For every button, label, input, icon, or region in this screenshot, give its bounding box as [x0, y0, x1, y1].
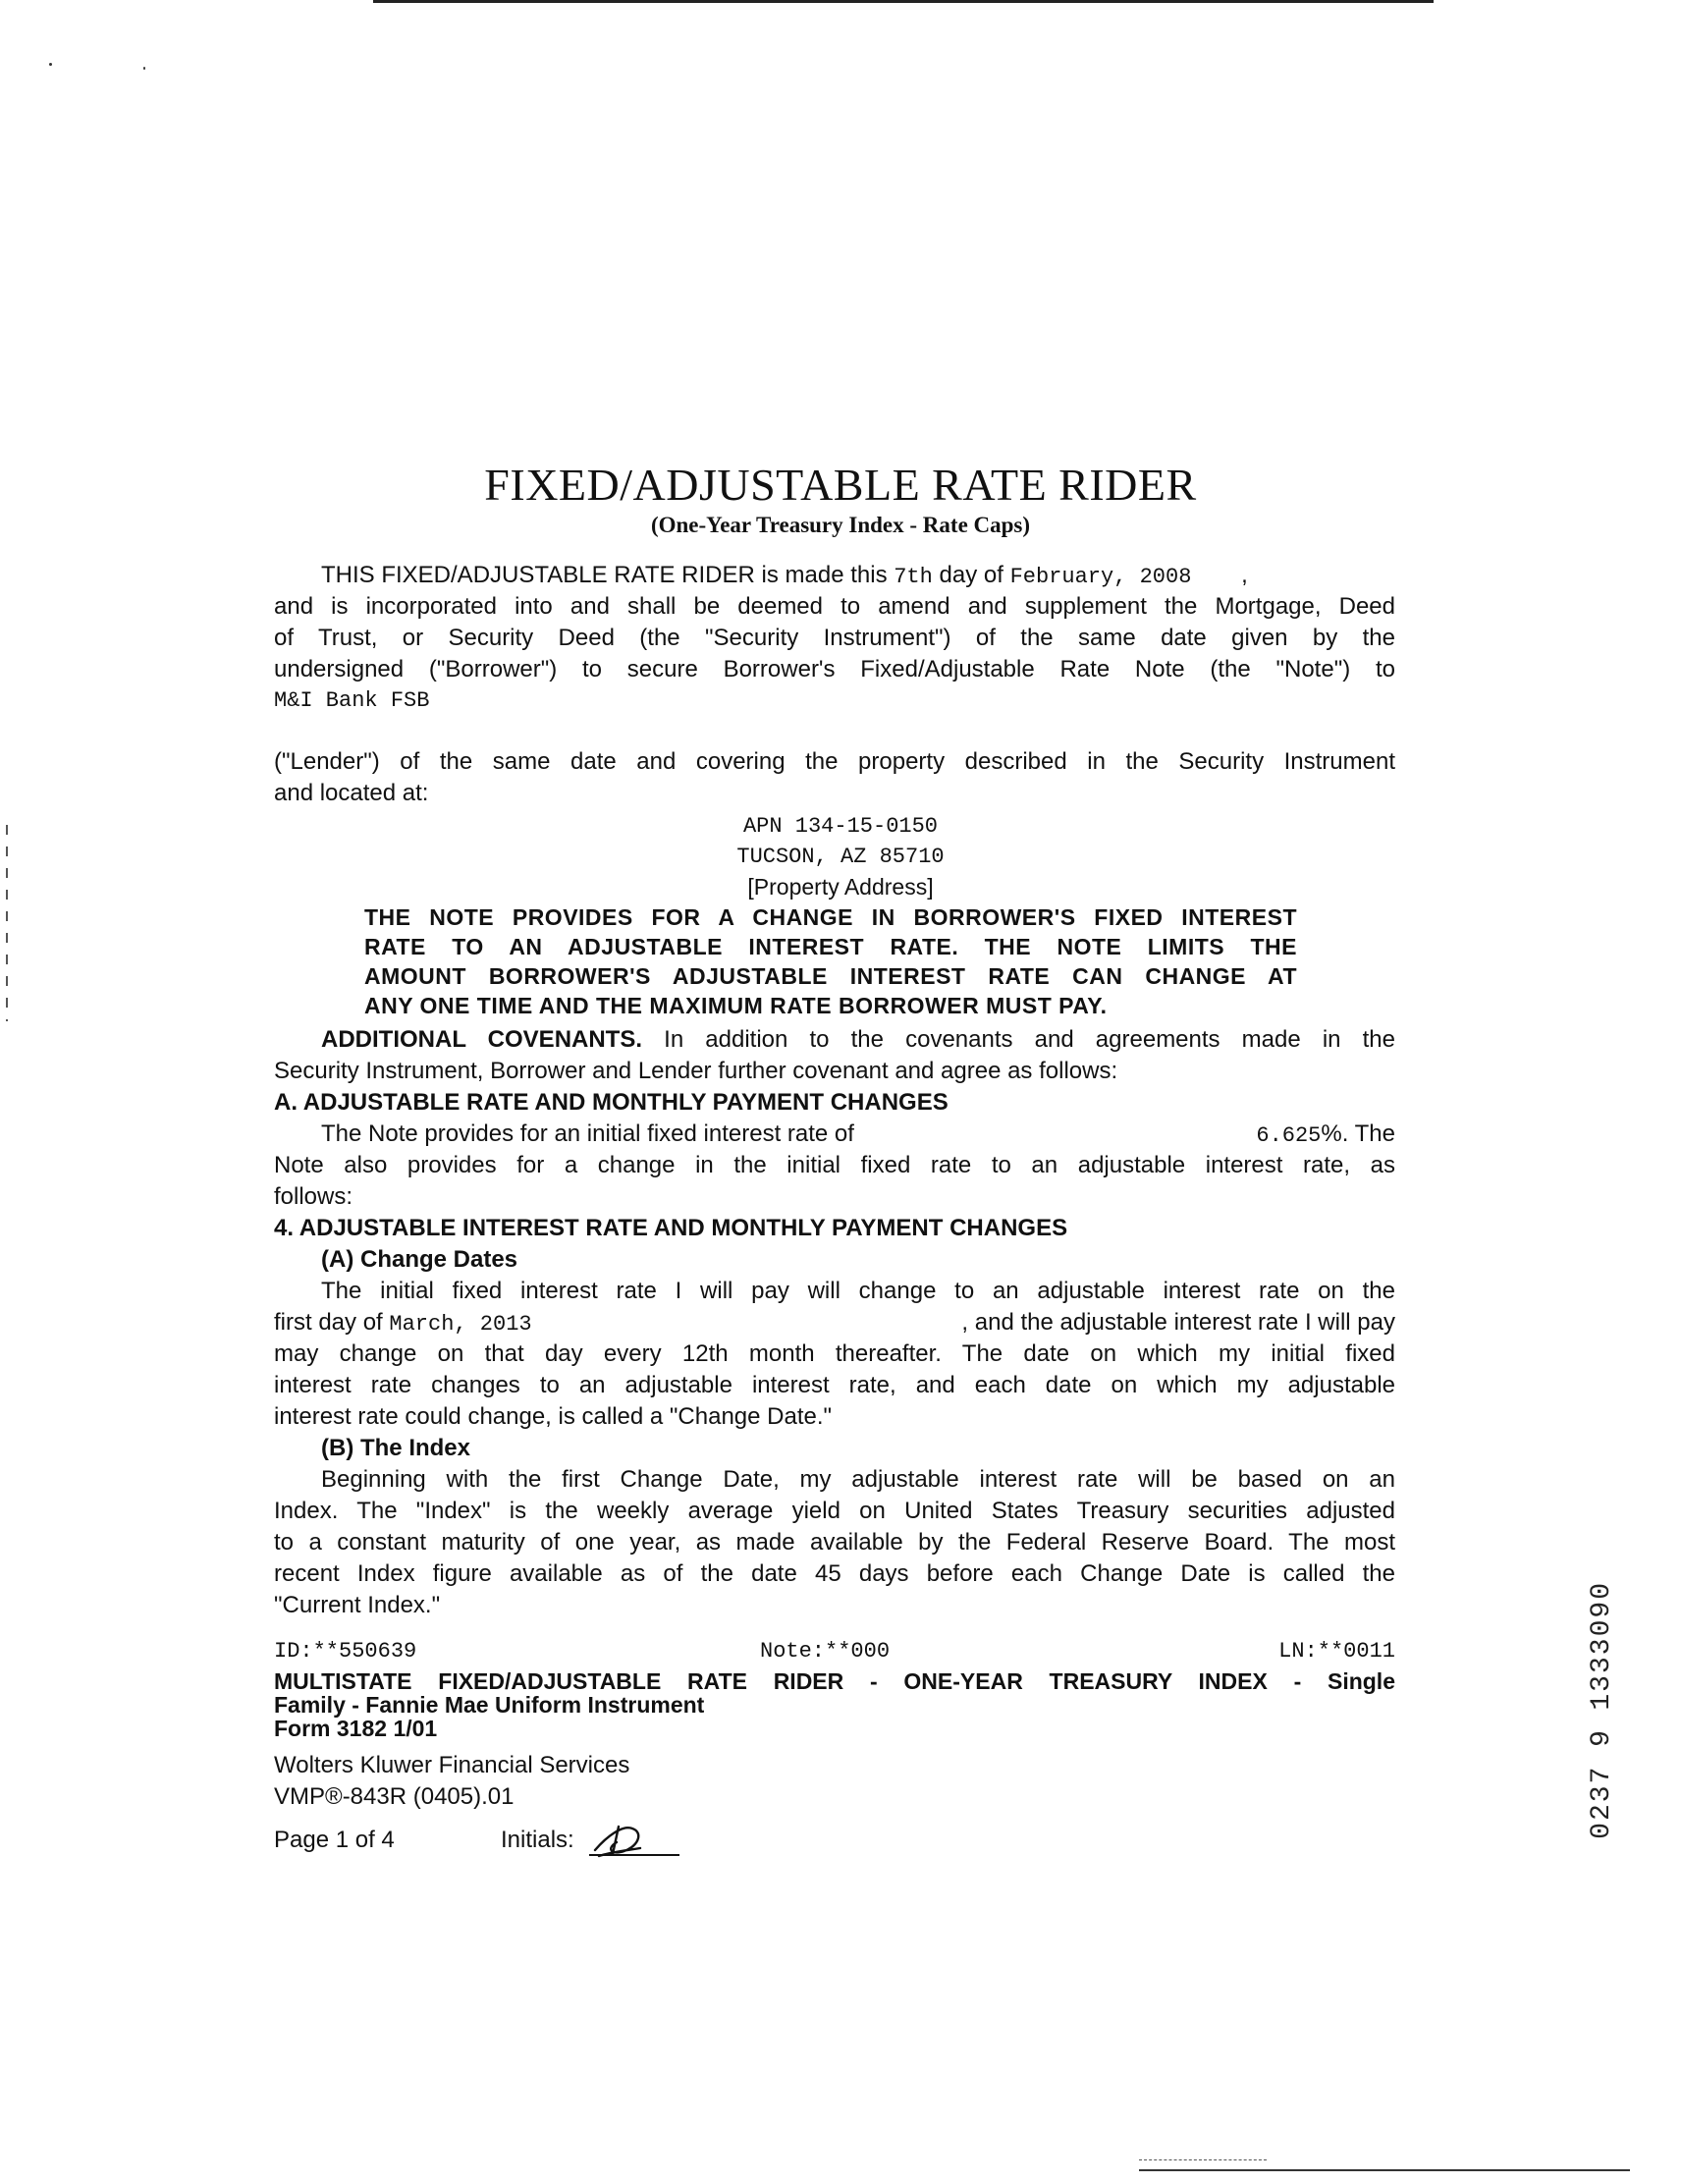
property-apn: APN 134-15-0150 [742, 814, 939, 839]
margin-stamp [1589, 1581, 1622, 1838]
section-a-line-3: follows: [274, 1183, 353, 1210]
rate-change-notice [364, 902, 1297, 1020]
change-dates-heading: (A) Change Dates [321, 1246, 518, 1273]
loan-number: LN:**0011 [1278, 1639, 1395, 1664]
rate-lead: The Note provides for an initial fixed interest rate of [321, 1120, 854, 1147]
intro-line-2: and is incorporated into and shall be deemed to amend and supplement the Mortgage, Deed [274, 593, 1395, 620]
section-a-line-1 [274, 1119, 1395, 1150]
change-date-field: March, 2013 [389, 1312, 532, 1337]
form-title-line: Family - Fannie Mae Uniform Instrument [274, 1692, 705, 1718]
publisher: Wolters Kluwer Financial Services [274, 1752, 630, 1778]
scan-speck [49, 63, 52, 66]
change-dates-line-1: The initial fixed interest rate I will pay will change to an adjustable interest rate on the [321, 1278, 1395, 1304]
scan-top-rule [373, 0, 1434, 3]
intro-line-3: of Trust, or Security Deed (the "Security Instrument") of the same date given by the [274, 625, 1395, 651]
form-number: Form 3182 1/01 [274, 1716, 438, 1741]
index-line-1: Beginning with the first Change Date, my adjustable interest rate will be based on an [321, 1466, 1395, 1493]
intro-line-6: ("Lender") of the same date and covering the property described in the Security Instrument [274, 748, 1395, 775]
form-title [274, 1669, 1395, 1740]
initial-rate-field: 6.625 [1256, 1123, 1322, 1148]
covenants-line-1 [274, 1024, 1395, 1056]
document-title: FIXED/ADJUSTABLE RATE RIDER [484, 460, 1197, 510]
covenants-text: In addition to the covenants and agreements made in the [664, 1026, 1395, 1053]
rider-date-field: February, 2008 [1009, 565, 1192, 589]
index-line-4: recent Index figure available as of the date 45 days before each Change Date is called the [274, 1560, 1395, 1587]
property-address [0, 811, 1681, 902]
section-a-line-2: Note also provides for a change in the initial fixed rate to an adjustable interest rate, as [274, 1152, 1395, 1178]
scan-speck [143, 67, 145, 70]
section-a-heading: A. ADJUSTABLE RATE AND MONTHLY PAYMENT CHANGES [274, 1089, 949, 1116]
document-subtitle: (One-Year Treasury Index - Rate Caps) [650, 513, 1031, 537]
intro-lead: THIS FIXED/ADJUSTABLE RATE RIDER is made this [321, 562, 888, 588]
form-title-line: MULTISTATE FIXED/ADJUSTABLE RATE RIDER - ONE-YEAR TREASURY INDEX - Single [274, 1668, 1395, 1694]
note-id: Note:**000 [760, 1639, 891, 1664]
change-dates-line-2 [274, 1307, 1395, 1340]
initials-label: Initials: [501, 1827, 574, 1853]
vmp-code: VMP®-843R (0405).01 [274, 1783, 515, 1810]
margin-stamp-top: 1333090 [1587, 1581, 1617, 1711]
notice-line: RATE TO AN ADJUSTABLE INTEREST RATE. THE NOTE LIMITS THE [364, 934, 1297, 959]
change-date-tail: , and the adjustable interest rate I will pay [961, 1309, 1395, 1336]
lender-name: M&I Bank FSB [274, 688, 430, 713]
change-dates-line-4: interest rate changes to an adjustable interest rate, and each date on which my adjustable [274, 1372, 1395, 1398]
index-heading: (B) The Index [321, 1435, 471, 1461]
scan-bottom-dash [1139, 2159, 1267, 2161]
index-line-2: Index. The "Index" is the weekly average yield on United States Treasury securities adjusted [274, 1498, 1395, 1524]
change-date-lead: first day of [274, 1309, 383, 1336]
rider-day-field: 7th [894, 565, 933, 589]
index-line-5: "Current Index." [274, 1592, 441, 1618]
covenants-line-2: Security Instrument, Borrower and Lender further covenant and agree as follows: [274, 1058, 1118, 1084]
intro-line-4: undersigned ("Borrower") to secure Borrower's Fixed/Adjustable Rate Note (the "Note") to [274, 656, 1395, 682]
notice-line: THE NOTE PROVIDES FOR A CHANGE IN BORROWER'S FIXED INTEREST [364, 904, 1297, 930]
borrower-id: ID:**550639 [274, 1639, 417, 1664]
index-line-3: to a constant maturity of one year, as made available by the Federal Reserve Board. The most [274, 1529, 1395, 1556]
margin-stamp-bottom: 0237 9 [1587, 1727, 1617, 1839]
intro-line-1 [274, 560, 1442, 593]
property-address-label: [Property Address] [747, 874, 934, 900]
page-number: Page 1 of 4 [274, 1827, 395, 1853]
initials-line [589, 1854, 679, 1856]
covenants-heading: ADDITIONAL COVENANTS. [321, 1026, 643, 1053]
change-dates-line-5: interest rate could change, is called a "Change Date." [274, 1403, 833, 1430]
notice-line: ANY ONE TIME AND THE MAXIMUM RATE BORROWER MUST PAY. [364, 993, 1108, 1018]
initial-rate-wrap [1256, 1119, 1395, 1152]
intro-line-7: and located at: [274, 780, 429, 806]
property-city-state-zip: TUCSON, AZ 85710 [736, 845, 945, 869]
notice-line: AMOUNT BORROWER'S ADJUSTABLE INTEREST RATE CAN CHANGE AT [364, 963, 1297, 989]
scan-bottom-rule [1139, 2169, 1630, 2171]
intro-day-of: day of [939, 562, 1003, 588]
intro-comma: , [1241, 562, 1248, 588]
change-dates-line-3: may change on that day every 12th month thereafter. The date on which my initial fixed [274, 1340, 1395, 1367]
rate-tail: %. The [1321, 1120, 1395, 1147]
section-4-heading: 4. ADJUSTABLE INTEREST RATE AND MONTHLY PAYMENT CHANGES [274, 1215, 1068, 1241]
